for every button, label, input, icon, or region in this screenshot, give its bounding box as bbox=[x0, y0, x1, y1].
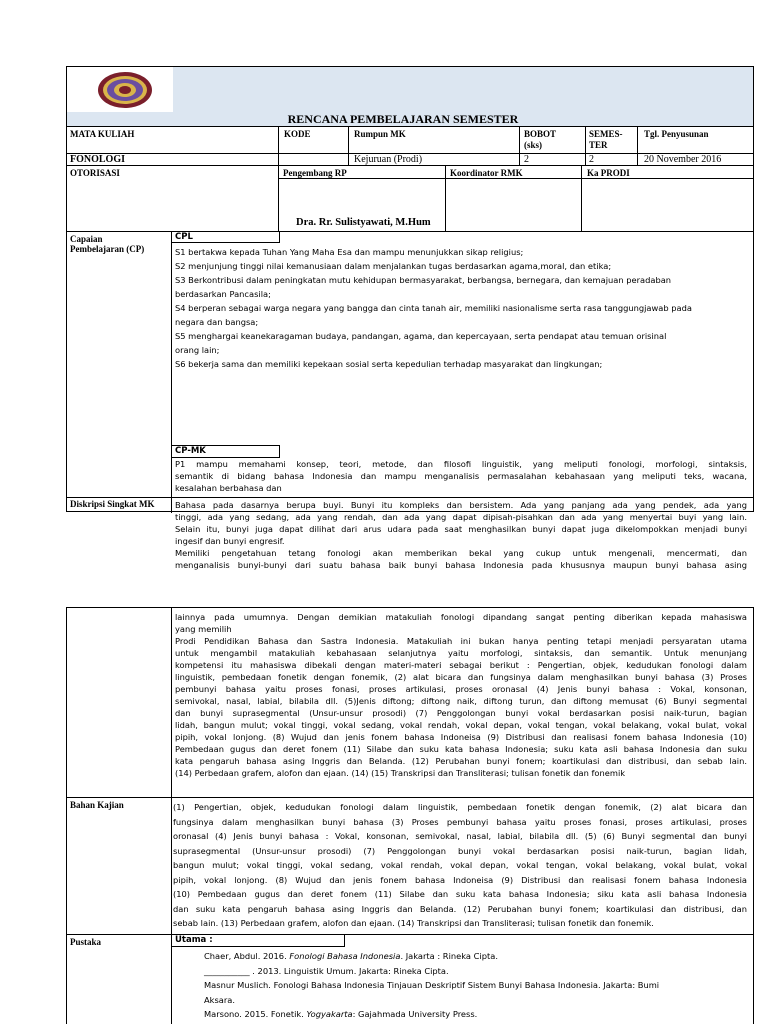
capaian-row bbox=[67, 231, 753, 497]
deskripsi-line: Pembedaan gugus dan deret fonem (11) Silabe dan suku kata bahasa Indonesia; suku kata asli bahasa Indonesia dan suku bbox=[175, 744, 747, 754]
deskripsi-line: untuk mengambil matakuliah kebahasaan selanjutnya yaitu morfologi, sintaksis, dan semantik. Untuk menunjang bbox=[175, 648, 747, 658]
cpl-line: S3 Berkontribusi dalam peningkatan mutu kehidupan bermasyarakat, berbangsa, bernegara, dan kemajuan peradaban bbox=[175, 275, 672, 285]
cpmk-line: P1 mampu memahami konsep, teori, metode, dan filosofi linguistik, yang meliputi fonologi, morfologi, sintaksis, bbox=[175, 459, 747, 469]
rps-page-1 bbox=[66, 66, 754, 570]
deskripsi-line: linguistik, pembedaan fonetik dengan fonemik, (2) alat bicara dan fungsinya dalam menghasilkan bunyi bahasa (3) Proses bbox=[175, 672, 747, 682]
bahan-line: bangun mulut; vokal tinggi, vokal sedang, vokal rendah, vokal depan, vokal tengan, vokal belakang, vokal bulat, vokal bbox=[173, 860, 747, 870]
cpmk-line: kesalahan berbahasa dan bbox=[175, 483, 282, 493]
deskripsi-line: lainnya pada umumnya. Dengan demikian matakuliah fonologi dipandang sangat penting diberikan kepada mahasiswa bbox=[175, 612, 747, 622]
cpl-list bbox=[175, 245, 747, 371]
deskripsi-line: Selain itu, bunyi juga dapat dilihat dari arus udara pada saat menghasilkan bunyi dapat juga dikelompokkan menjadi bunyi bbox=[175, 524, 747, 534]
cpl-line: orang lain; bbox=[175, 345, 220, 355]
course-rumpun: Kejuruan (Prodi) bbox=[354, 154, 423, 165]
otorisasi-subheader bbox=[278, 178, 753, 179]
cpmk-list bbox=[175, 458, 747, 494]
kaprodi-label: Ka PRODI bbox=[587, 168, 630, 178]
bahan-kajian-label: Bahan Kajian bbox=[70, 800, 124, 810]
col-bobot-unit: (sks) bbox=[524, 140, 543, 150]
reference-publisher: . Jakarta : Rineka Cipta. bbox=[400, 951, 498, 961]
col-rumpun: Rumpun MK bbox=[354, 129, 406, 139]
reference-item bbox=[204, 964, 749, 979]
deskripsi-divider bbox=[171, 497, 172, 513]
course-semester: 2 bbox=[589, 154, 594, 165]
reference-item bbox=[204, 993, 749, 1008]
header-left-bg bbox=[173, 67, 753, 112]
reference-publisher: : Gajahmada University Press. bbox=[352, 1009, 478, 1019]
col-tgl: Tgl. Penyusunan bbox=[644, 129, 709, 139]
course-header-row bbox=[67, 126, 753, 153]
reference-item bbox=[204, 949, 749, 964]
otorisasi-row bbox=[67, 165, 753, 231]
bahan-line: oronasal (4) Jenis bunyi bahasa : Vokal, konsonan, semivokal, nasal, labial, bilabila dll. (5) (6) Bunyi segmental dan bunyi bbox=[173, 831, 747, 841]
pengembang-label: Pengembang RP bbox=[283, 168, 347, 178]
reference-text: Aksara. bbox=[204, 994, 236, 1005]
reference-item bbox=[204, 1007, 749, 1022]
cpl-line: S5 menghargai keanekaragaman budaya, pandangan, agama, dan kepercayaan, serta pendapat atau temuan orisinal bbox=[175, 331, 667, 341]
col-mata-kuliah: MATA KULIAH bbox=[70, 129, 135, 139]
bahan-line: fungsinya dalam menghasilkan bunyi bahasa (3) Proses pembunyi bahasa yaitu proses fonasi, proses artikulasi, proses bbox=[173, 816, 747, 827]
deskripsi-line: yang memilih bbox=[175, 624, 232, 634]
cpl-line: S4 berperan sebagai warga negara yang bangga dan cinta tanah air, memiliki nasionalisme serta rasa tanggungjawab pada bbox=[175, 303, 692, 313]
deskripsi-line: semivokal, nasal, labial, bilabila dll. (5)Jenis diftong; diftong naik, diftong turun, dan diftong memusat (6) Bunyi segmental bbox=[175, 696, 747, 706]
reference-author: Chaer, Abdul. 2016. bbox=[204, 951, 290, 961]
bahan-line: dan suku kata pengaruh bahasa asing Inggris dan Belanda. (12) Perubahan bunyi fonem; koartikulasi dan distribusi, dan bbox=[173, 903, 747, 914]
deskripsi-line: tinggi, ada yang sedang, ada yang rendah, dan ada yang dapat dipisah-pisahkan dan ada yang menyertai buyi yang lain. bbox=[175, 512, 747, 522]
course-tgl: 20 November 2016 bbox=[644, 154, 722, 165]
university-seal-logo bbox=[97, 71, 153, 109]
bahan-line: (1) Pengertian, objek, kedudukan fonologi dalam linguistik, pembedaan fonetik dengan fonemik, (2) alat bicara dan bbox=[173, 802, 747, 812]
deskripsi-line: Memiliki pengetahuan tetang fonologi akan memberikan bekal yang cukup untuk mengenali, mencermati, dan bbox=[175, 548, 747, 558]
deskripsi-block bbox=[67, 497, 753, 570]
capaian-label: Capaian bbox=[70, 234, 103, 244]
reference-text: Masnur Muslich. Fonologi Bahasa Indonesia Tinjauan Deskriptif Sistem Bunyi Bahasa Indonesia. Jakarta: Bumi bbox=[204, 980, 660, 990]
bahan-line: suprasegmental (Unsur-unsur prosodi) (7) Penggolongan bunyi vokal berdasarkan posisi naik-turun, bagian lidah, bbox=[173, 845, 747, 856]
course-name: FONOLOGI bbox=[70, 154, 126, 165]
deskripsi-line: pembunyi bahasa yaitu proses fonasi, proses artikulasi, proses oronasal (4) Jenis bunyi bahasa : Vokal, konsonan, bbox=[175, 684, 747, 694]
deskripsi-line: ingesif dan bunyi engresif. bbox=[175, 536, 285, 546]
otorisasi-label: OTORISASI bbox=[70, 168, 120, 178]
bahan-kajian-list bbox=[173, 800, 747, 931]
reference-place: Yogyakarta bbox=[306, 1009, 353, 1019]
deskripsi-line: Bahasa pada dasarnya berupa buyi. Bunyi itu kompleks dan bersistem. Ada yang panjang ada yang pendek, ada yang bbox=[175, 500, 747, 510]
deskripsi-line: Prodi Pendidikan Bahasa dan Sastra Indonesia. Matakuliah ini bukan hanya penting tetapi menjadi persyaratan utama bbox=[175, 636, 747, 646]
cpl-line: S6 bekerja sama dan memiliki kepekaan sosial serta kepedulian terhadap masyarakat dan lingkungan; bbox=[175, 359, 603, 369]
cpl-line: S1 bertakwa kepada Tuhan Yang Maha Esa dan mampu menunjukkan sikap religius; bbox=[175, 247, 524, 257]
cpl-line: berdasarkan Pancasila; bbox=[175, 289, 271, 299]
reference-author: Marsono. 2015. Fonetik. bbox=[204, 1009, 307, 1019]
cpl-line: negara dan bangsa; bbox=[175, 317, 259, 327]
deskripsi-line: pipih, vokal lonjong. (8) Wujud dan jenis fonem bahasa Indoneisa (9) Distribusi dan realisasi fonem bahasa Indonesia (10) bbox=[175, 732, 747, 742]
pustaka-row bbox=[67, 934, 753, 1025]
rps-page-2 bbox=[66, 607, 754, 1024]
deskripsi-continued bbox=[175, 611, 747, 779]
deskripsi-line: kompetensi itu mahasiswa dibekali dengan materi-materi sebagai berikut : Pengertian, objek, kedudukan fonologi dalam bbox=[175, 660, 747, 670]
deskripsi-line: (14) Perbedaan grafem, alofon dan ejaan. (14) (15) Transkripsi dan Transliterasi; tulisan fonetik dan fonemik bbox=[175, 768, 626, 778]
reference-title: Fonologi Bahasa Indonesia bbox=[289, 951, 401, 961]
doc-title-band bbox=[67, 112, 753, 126]
bahan-line: sebab lain. (13) Perbedaan grafem, alofon dan ejaan. (14) Transkripsi dan Transliterasi; tulisan fonetik dan fonemik. bbox=[173, 918, 654, 928]
col-semester-2: TER bbox=[589, 140, 608, 150]
capaian-label-2: Pembelajaran (CP) bbox=[70, 244, 145, 254]
cpmk-tag: CP-MK bbox=[171, 445, 280, 458]
deskripsi-line: menganalisis bunyi-bunyi dari suatu bahasa baik bunyi bahasa Indonesia pada khususnya maupun bunyi bahasa asing bbox=[175, 560, 747, 570]
pustaka-label: Pustaka bbox=[70, 937, 102, 947]
pustaka-utama-tag: Utama : bbox=[171, 934, 345, 947]
doc-title: RENCANA PEMBELAJARAN SEMESTER bbox=[287, 112, 519, 126]
reference-item bbox=[204, 978, 749, 993]
course-bobot: 2 bbox=[524, 154, 529, 165]
deskripsi-line: kata pengaruh bahasa asing Inggris dan Belanda. (12) Perubahan bunyi fonem; koartikulasi dan distribusi, dan sebab lain. bbox=[175, 756, 747, 766]
deskripsi-line: dan bunyi suprasegmental (Unsur-unsur prosodi) (7) Penggolongan bunyi vokal berdasarkan posisi naik-turun, bagian bbox=[175, 708, 747, 718]
cpmk-line: semantik di bidang bahasa Indonesia dan mampu menganalisis permasalahan kebahasaan yang meliputi teks, wacana, bbox=[175, 471, 747, 481]
course-values-row bbox=[67, 153, 753, 165]
reference-text: ___________ . 2013. Linguistik Umum. Jakarta: Rineka Cipta. bbox=[204, 965, 449, 976]
col-kode: KODE bbox=[284, 129, 311, 139]
deskripsi-line: lidah, bangun mulut; vokal tinggi, vokal sedang, vokal rendah, vokal depan, vokal tengan, vokal belakang, vokal bulat, vokal bbox=[175, 720, 747, 730]
deskripsi-text bbox=[175, 499, 747, 571]
deskripsi-label: Diskripsi Singkat MK bbox=[70, 499, 155, 509]
col-semester: SEMES- bbox=[589, 129, 623, 139]
bahan-line: (10) Pembedaan gugus dan deret fonem (11) Silabe dan suku kata bahasa Indonesia; siku kata asli bahasa Indonesia bbox=[173, 889, 747, 899]
pengembang-name: Dra. Rr. Sulistyawati, M.Hum bbox=[296, 217, 431, 228]
reference-list bbox=[204, 949, 749, 1022]
koordinator-label: Koordinator RMK bbox=[450, 168, 523, 178]
bahan-kajian-row bbox=[67, 797, 753, 934]
cpl-line: S2 menjunjung tinggi nilai kemanusiaan dalam menjalankan tugas berdasarkan agama,moral, dan etika; bbox=[175, 261, 612, 271]
bahan-line: pipih, vokal lonjong. (8) Wujud dan jenis fonem bahasa Indoneisa (9) Distribusi dan realisasi fonem bahasa Indonesia bbox=[173, 874, 747, 885]
col-bobot: BOBOT bbox=[524, 129, 557, 139]
cpl-tag: CPL bbox=[171, 231, 280, 243]
